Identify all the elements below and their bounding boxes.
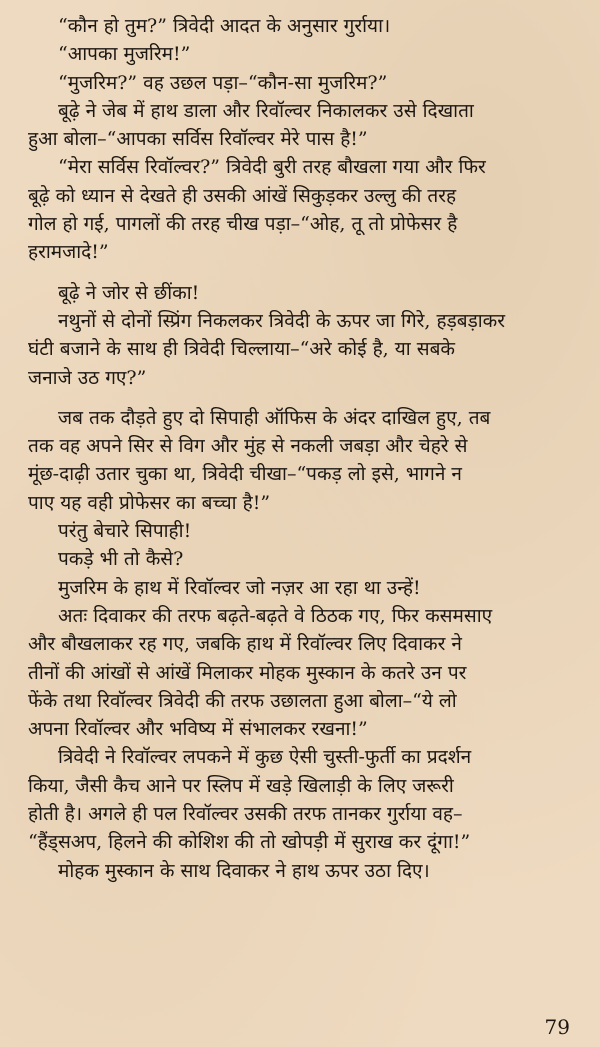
text-line: “हैंड्सअप, हिलने की कोशिश की तो खोपड़ी में सुराख कर दूंगा!” — [28, 831, 471, 854]
text-line: मुजरिम के हाथ में रिवॉल्वर जो नज़र आ रहा था उन्हें! — [58, 576, 421, 599]
text-line: त्रिवेदी ने रिवॉल्वर लपकने में कुछ ऐसी चुस्ती-फुर्ती का प्रदर्शन — [58, 746, 472, 769]
text-line: और बौखलाकर रह गए, जबकि हाथ में रिवॉल्वर लिए दिवाकर ने — [28, 633, 462, 656]
page-body-text — [28, 12, 576, 885]
text-line: मूंछ-दाढ़ी उतार चुका था, त्रिवेदी चीखा–“पकड़ लो इसे, भागने न — [28, 463, 462, 486]
text-line: जनाजे उठ गए?” — [28, 366, 147, 389]
text-line: फेंके तथा रिवॉल्वर त्रिवेदी की तरफ उछालता हुआ बोला–“ये लो — [28, 689, 457, 712]
page-number: 79 — [544, 1015, 570, 1039]
text-line: “कौन हो तुम?” त्रिवेदी आदत के अनुसार गुर्राया। — [58, 15, 391, 37]
text-line: परंतु बेचारे सिपाही! — [58, 520, 192, 543]
text-line: तीनों की आंखों से आंखें मिलाकर मोहक मुस्कान के कतरे उन पर — [28, 661, 467, 684]
text-line: गोल हो गई, पागलों की तरह चीख पड़ा–“ओह, तू तो प्रोफेसर है — [28, 213, 458, 236]
text-line: होती है। अगले ही पल रिवॉल्वर उसकी तरफ तानकर गुर्राया वह– — [28, 803, 463, 826]
text-line: पकड़े भी तो कैसे? — [58, 548, 184, 571]
text-line: अतः दिवाकर की तरफ बढ़ते-बढ़ते वे ठिठक गए, फिर कसमसाए — [58, 604, 493, 627]
text-line: जब तक दौड़ते हुए दो सिपाही ऑफिस के अंदर दाखिल हुए, तब — [58, 406, 491, 429]
text-line: अपना रिवॉल्वर और भविष्य में संभालकर रखना!” — [28, 718, 368, 741]
text-line: मोहक मुस्कान के साथ दिवाकर ने हाथ ऊपर उठा दिए। — [58, 859, 430, 882]
text-line: बूढ़े ने जोर से छींका! — [58, 281, 200, 304]
text-line: घंटी बजाने के साथ ही त्रिवेदी चिल्लाया–“अरे कोई है, या सबके — [28, 338, 456, 361]
text-line: बूढ़े ने जेब में हाथ डाला और रिवॉल्वर निकालकर उसे दिखाता — [58, 99, 474, 122]
text-line: नथुनों से दोनों स्प्रिंग निकलकर त्रिवेदी के ऊपर जा गिरे, हड़बड़ाकर — [58, 309, 506, 332]
text-line: पाए यह वही प्रोफेसर का बच्चा है!” — [28, 491, 271, 514]
text-line: हुआ बोला–“आपका सर्विस रिवॉल्वर मेरे पास है!” — [28, 128, 368, 151]
text-line: हरामजादे!” — [28, 241, 109, 264]
text-line: “मेरा सर्विस रिवॉल्वर?” त्रिवेदी बुरी तरह बौखला गया और फिर — [58, 156, 486, 179]
text-line: तक वह अपने सिर से विग और मुंह से नकली जबड़ा और चेहरे से — [28, 435, 468, 458]
text-line: किया, जैसी कैच आने पर स्लिप में खड़े खिलाड़ी के लिए जरूरी — [28, 774, 454, 797]
text-line: “मुजरिम?” वह उछल पड़ा–“कौन-सा मुजरिम?” — [58, 71, 388, 94]
text-line: बूढ़े को ध्यान से देखते ही उसकी आंखें सिकुड़कर उल्लु की तरह — [28, 184, 457, 207]
text-line: “आपका मुजरिम!” — [58, 43, 191, 66]
